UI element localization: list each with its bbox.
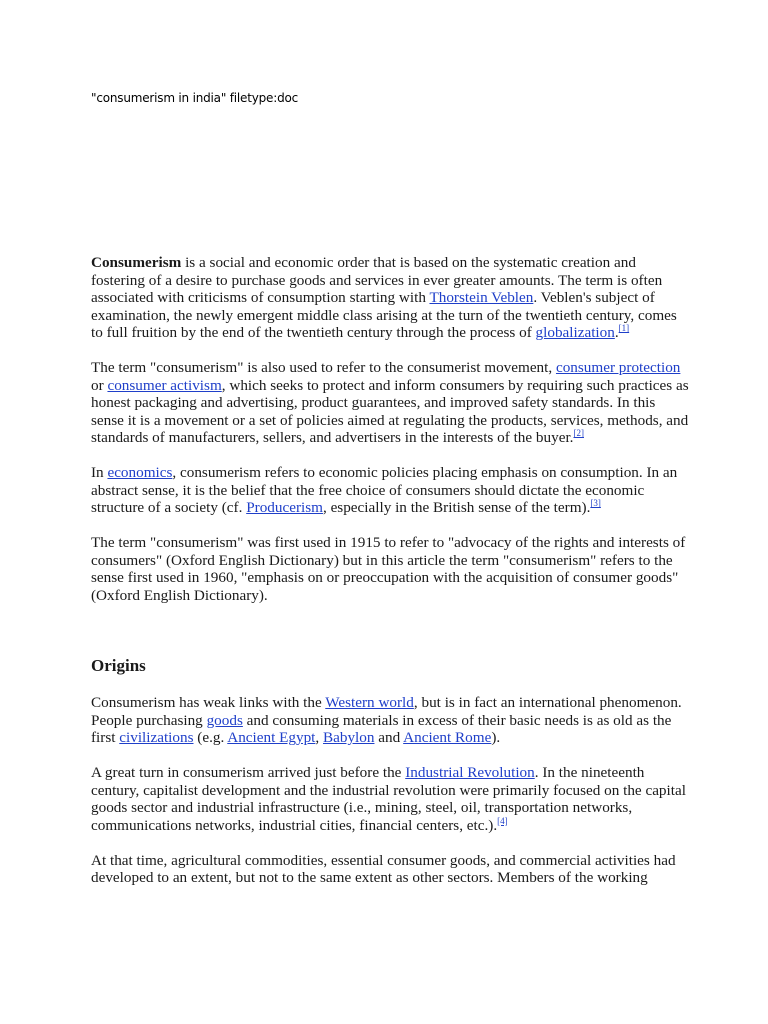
- link-western-world[interactable]: Western world: [325, 694, 414, 711]
- text: is a social and economic order that is based on the systematic creation and fostering of a desire to purchase goods and services in ever greater amounts. The term is often associated with criticisms of consumption starting with: [91, 254, 663, 306]
- text: , especially in the British sense of the term).: [322, 499, 591, 516]
- link-consumer-activism[interactable]: consumer activism: [107, 376, 222, 394]
- reference-3: [590, 498, 601, 508]
- heading-origins: Origins: [91, 656, 146, 675]
- document-body: [91, 254, 691, 904]
- link-industrial-revolution[interactable]: Industrial Revolution: [405, 764, 535, 781]
- link-globalization[interactable]: globalization: [535, 324, 615, 341]
- paragraph-agricultural: [91, 852, 691, 887]
- reference-link-3[interactable]: [3]: [590, 498, 601, 508]
- text: A great turn in consumerism arrived just before the: [91, 764, 406, 781]
- link-goods[interactable]: goods: [206, 711, 243, 729]
- text: , consumerism refers to economic policies placing emphasis on consumption. In an abstract sense, it is the belief that the free choice of consumers should dictate the economic structure of a society (cf.: [91, 464, 678, 516]
- link-economics[interactable]: economics: [107, 464, 173, 481]
- text: , which seeks to protect and inform consumers by requiring such practices as honest packaging and advertising, product guarantees, and improved safety standards. In this sense it is a movement or a set of policies aimed at regulating the products, services, methods, and standards of manufacturers, sellers, and advertisers in the interests of the buyer.: [91, 376, 689, 446]
- text: .: [614, 324, 619, 341]
- link-producerism[interactable]: Producerism: [246, 499, 323, 516]
- reference-1: [619, 323, 630, 333]
- link-consumer-protection[interactable]: consumer protection: [555, 359, 681, 376]
- paragraph-economics: [91, 464, 691, 517]
- text: The term "consumerism" is also used to refer to the consumerist movement,: [91, 359, 556, 376]
- text: and consuming materials in excess of their basic needs is as old as the first: [91, 711, 672, 746]
- paragraph-industrial-revolution: [91, 764, 691, 834]
- text: , but is in fact an international phenomenon. People purchasing: [91, 694, 682, 729]
- text: . Veblen's subject of examination, the newly emergent middle class arising at the turn of the twentieth century, comes to full fruition by the end of the twentieth century through the process of: [91, 289, 677, 341]
- reference-link-2[interactable]: [2]: [573, 428, 584, 438]
- text: or: [91, 376, 108, 394]
- text: Consumerism has weak links with the: [91, 694, 326, 711]
- text: . In the nineteenth century, capitalist development and the industrial revolution were primarily focused on the capital goods sector and industrial infrastructure (i.e., mining, steel, oil, transportation networks, communications networks, industrial cities, financial centers, etc.).: [91, 764, 686, 834]
- text: In: [91, 464, 108, 481]
- reference-4: [497, 816, 508, 826]
- paragraph-origins: [91, 694, 691, 747]
- text: The term "consumerism" was first used in 1915 to refer to "advocacy of the rights and interests of consumers" (Oxford English Dictionary) but in this article the term "consumerism" refers to the sense first used in 1960, "emphasis on or preoccupation with the acquisition of consumer goods" (Oxford English Dictionary).: [91, 534, 686, 604]
- reference-2: [573, 428, 584, 438]
- paragraph-intro: [91, 254, 691, 342]
- reference-link-4[interactable]: [4]: [497, 815, 508, 826]
- text: (e.g.: [193, 729, 228, 746]
- term-consumerism: Consumerism: [91, 254, 182, 271]
- link-thorstein-veblen[interactable]: Thorstein Veblen: [429, 289, 534, 306]
- link-ancient-rome[interactable]: Ancient Rome: [403, 729, 492, 746]
- link-babylon[interactable]: Babylon: [323, 729, 375, 746]
- paragraph-term-history: [91, 534, 691, 604]
- reference-link-1[interactable]: [1]: [618, 323, 630, 333]
- text: and: [374, 729, 404, 746]
- text: ,: [315, 729, 323, 746]
- text: ).: [491, 729, 501, 746]
- search-query-title: "consumerism in india" filetype:doc: [91, 91, 299, 105]
- text: At that time, agricultural commodities, essential consumer goods, and commercial activities had developed to an extent, but not to the same extent as other sectors. Members of the working: [91, 851, 676, 886]
- link-ancient-egypt[interactable]: Ancient Egypt: [227, 729, 316, 746]
- link-civilizations[interactable]: civilizations: [119, 729, 194, 746]
- paragraph-consumer-movement: [91, 359, 691, 447]
